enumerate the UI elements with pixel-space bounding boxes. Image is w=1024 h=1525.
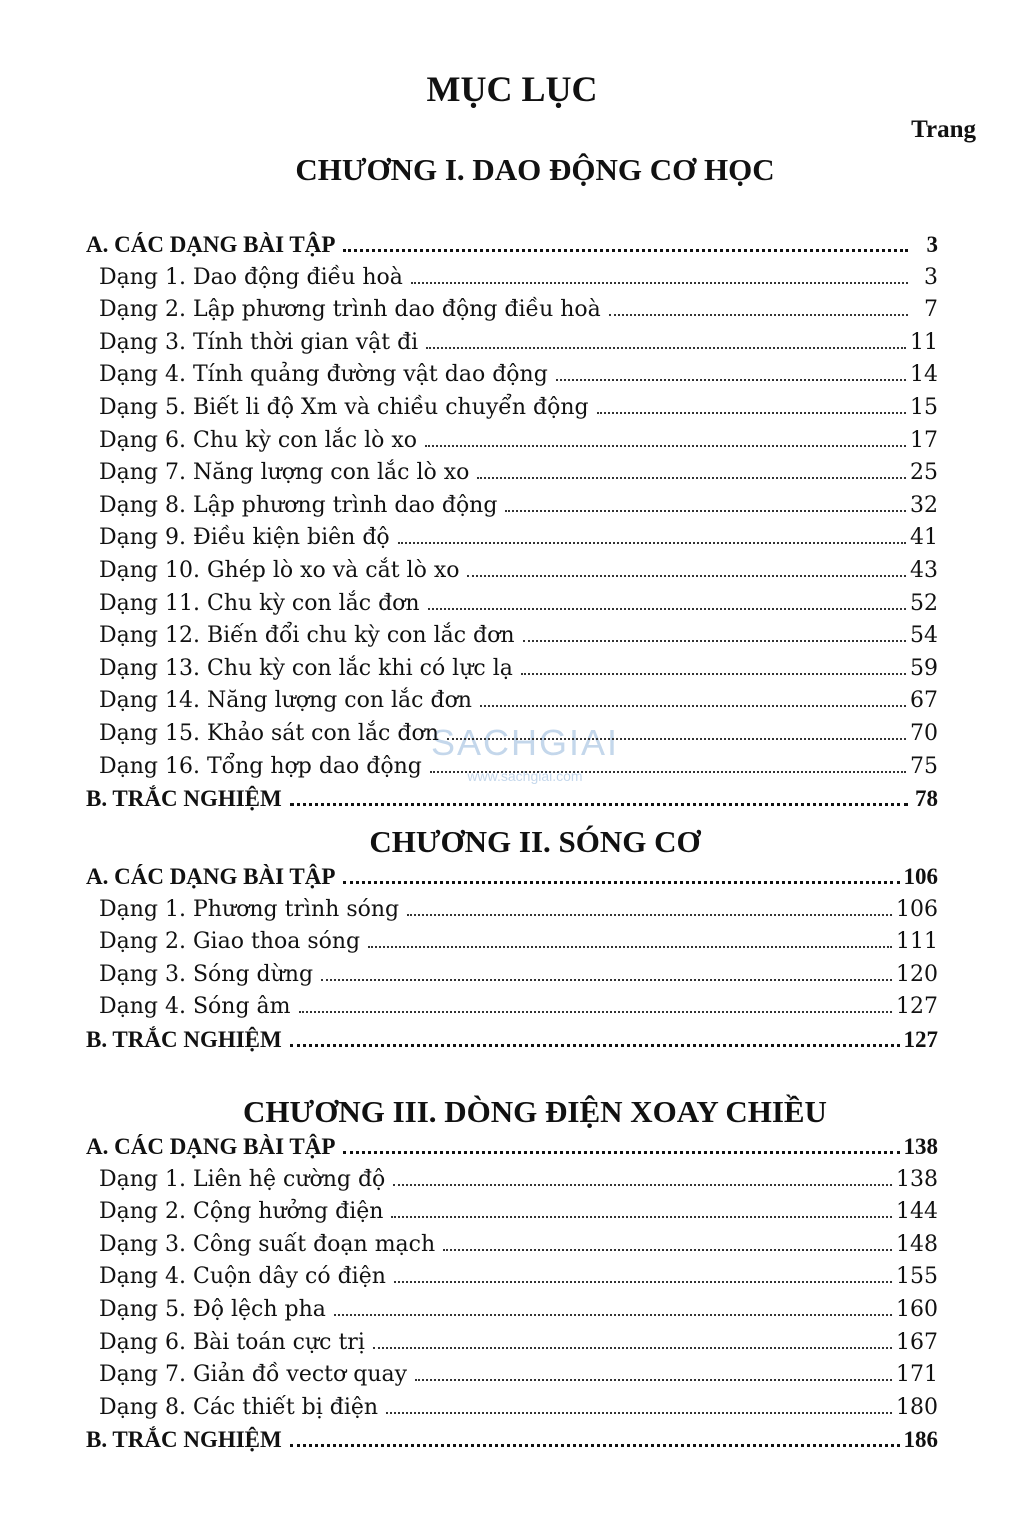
toc-entry-page: 120: [896, 961, 938, 987]
toc-entry: [99, 754, 938, 784]
toc-entry-label: B. TRẮC NGHIỆM: [86, 1027, 282, 1052]
toc-entry-label: Dạng 15. Khảo sát con lắc đơn: [99, 721, 439, 746]
toc-entry-page: 78: [915, 786, 938, 812]
toc-entry: [99, 721, 938, 751]
toc-entry: [99, 1297, 938, 1327]
toc-entry-label: Dạng 12. Biến đổi chu kỳ con lắc đơn: [99, 623, 515, 649]
toc-entry: [99, 929, 938, 959]
toc-entry-page: 186: [903, 1427, 938, 1453]
toc-entry-page: 17: [910, 427, 938, 453]
toc-entry-label: Dạng 4. Sóng âm: [99, 994, 291, 1020]
toc-entry: [99, 1264, 938, 1294]
toc-entry: [99, 591, 938, 621]
watermark-text: SACHGIAI: [430, 722, 620, 763]
toc-entry-page: 41: [910, 525, 938, 551]
toc-entry: [99, 1362, 938, 1392]
toc-entry: [99, 525, 938, 555]
toc-entry-label: Dạng 16. Tổng hợp dao động: [99, 753, 422, 779]
toc-entry-label: Dạng 2. Lập phương trình dao động điều hoà: [99, 297, 601, 323]
dot-leader: [290, 1044, 900, 1047]
toc-entry: [99, 297, 938, 327]
toc-entry-page: 43: [910, 558, 938, 583]
toc-entry: [99, 1232, 938, 1262]
toc-entry: [99, 395, 938, 425]
toc-entry-page: 75: [910, 753, 938, 779]
toc-entry-label: Dạng 9. Điều kiện biên độ: [99, 525, 390, 551]
toc-entry-label: Dạng 3. Tính thời gian vật đi: [99, 329, 419, 355]
toc-entry-page: 3: [926, 232, 938, 257]
dot-leader: [415, 1379, 892, 1381]
dot-leader: [505, 510, 906, 512]
toc-entry-label: Dạng 1. Liên hệ cường độ: [99, 1166, 386, 1192]
toc-entry-label: Dạng 5. Biết li độ Xm và chiều chuyển động: [99, 395, 589, 420]
toc-entry: [99, 428, 938, 458]
toc-entry-label: Dạng 2. Giao thoa sóng: [99, 929, 361, 955]
toc-entry: [99, 1199, 938, 1229]
toc-entry-label: Dạng 1. Dao động điều hoà: [99, 264, 403, 290]
toc-entry-page: 15: [910, 395, 938, 420]
section-heading: [86, 232, 938, 262]
toc-entry-page: 138: [896, 1166, 938, 1192]
toc-entry: [99, 1330, 938, 1360]
dot-leader: [394, 1281, 892, 1283]
dot-leader: [373, 1347, 892, 1349]
dot-leader: [407, 914, 892, 916]
dot-leader: [430, 771, 906, 773]
toc-entry-page: 106: [903, 864, 938, 889]
toc-entry-page: 59: [910, 655, 938, 681]
toc-entry-label: Dạng 4. Cuộn dây có điện: [99, 1264, 386, 1290]
dot-leader: [597, 412, 906, 414]
toc-entry-page: 111: [896, 929, 938, 955]
section-heading: [86, 786, 938, 816]
dot-leader: [428, 608, 906, 610]
dot-leader: [290, 1444, 900, 1447]
section-heading: [86, 864, 938, 894]
dot-leader: [521, 673, 906, 675]
toc-entry-label: Dạng 10. Ghép lò xo và cắt lò xo: [99, 558, 460, 583]
toc-entry-page: 148: [896, 1231, 938, 1257]
dot-leader: [447, 738, 906, 740]
toc-entry-label: Dạng 11. Chu kỳ con lắc đơn: [99, 590, 420, 616]
dot-leader: [343, 881, 899, 884]
toc-entry: [99, 962, 938, 992]
toc-entry-label: Dạng 5. Độ lệch pha: [99, 1297, 326, 1322]
dot-leader: [393, 1184, 892, 1186]
toc-entry-label: Dạng 6. Bài toán cực trị: [99, 1329, 365, 1355]
toc-entry-label: Dạng 2. Cộng hưởng điện: [99, 1199, 384, 1225]
toc-entry-page: 3: [924, 264, 938, 290]
toc-entry: [99, 558, 938, 588]
dot-leader: [368, 946, 892, 948]
dot-leader: [523, 640, 906, 642]
toc-entry-page: 144: [896, 1199, 938, 1225]
dot-leader: [290, 803, 908, 806]
toc-entry-label: Dạng 7. Năng lượng con lắc lò xo: [99, 460, 470, 486]
toc-entry-page: 67: [910, 688, 938, 714]
dot-leader: [411, 282, 908, 284]
toc-entry-label: Dạng 1. Phương trình sóng: [99, 896, 400, 922]
dot-leader: [426, 347, 906, 349]
toc-entry-page: 155: [896, 1264, 938, 1290]
toc-entry-page: 7: [924, 297, 938, 323]
toc-entry-label: Dạng 3. Sóng dừng: [99, 961, 314, 987]
toc-entry-page: 138: [903, 1134, 938, 1159]
toc-entry-page: 171: [896, 1362, 938, 1388]
toc-entry: [99, 460, 938, 490]
toc-entry: [99, 265, 938, 295]
dot-leader: [334, 1314, 892, 1316]
toc-entry-page: 127: [896, 994, 938, 1020]
toc-entry-label: Dạng 14. Năng lượng con lắc đơn: [99, 688, 472, 714]
toc-entry-page: 32: [910, 492, 938, 518]
toc-entry-label: B. TRẮC NGHIỆM: [86, 1427, 282, 1453]
toc-entry-label: Dạng 8. Các thiết bị điện: [99, 1394, 379, 1420]
toc-entry-page: 52: [910, 590, 938, 616]
page-title: MỤC LỤC: [426, 69, 598, 109]
toc-entry-label: Dạng 13. Chu kỳ con lắc khi có lực lạ: [99, 655, 513, 681]
toc-entry: [99, 330, 938, 360]
toc-entry-label: Dạng 4. Tính quảng đường vật dao động: [99, 362, 548, 388]
toc-entry-label: A. CÁC DẠNG BÀI TẬP: [86, 232, 336, 257]
toc-entry-page: 25: [910, 460, 938, 486]
toc-entry-page: 11: [910, 329, 938, 355]
toc-entry-page: 70: [910, 721, 938, 746]
dot-leader: [321, 979, 892, 981]
dot-leader: [343, 1151, 899, 1154]
dot-leader: [443, 1249, 892, 1251]
watermark-url: www.sachgiai.com: [467, 768, 583, 784]
dot-leader: [477, 477, 906, 479]
section-heading: [86, 1427, 938, 1457]
toc-entry-page: 127: [903, 1027, 938, 1052]
dot-leader: [391, 1216, 892, 1218]
chapter-title: CHƯƠNG II. SÓNG CƠ: [369, 824, 701, 859]
dot-leader: [386, 1412, 892, 1414]
chapter-title: CHƯƠNG III. DÒNG ĐIỆN XOAY CHIỀU: [243, 1094, 827, 1129]
page-column-label: Trang: [911, 116, 976, 143]
toc-entry-label: Dạng 3. Công suất đoạn mạch: [99, 1231, 436, 1257]
section-heading: [86, 1134, 938, 1164]
dot-leader: [343, 249, 908, 252]
toc-entry-label: Dạng 6. Chu kỳ con lắc lò xo: [99, 427, 418, 453]
toc-entry: [99, 1395, 938, 1425]
toc-entry-page: 167: [896, 1329, 938, 1355]
toc-entry-label: B. TRẮC NGHIỆM: [86, 786, 282, 812]
chapter-title: CHƯƠNG I. DAO ĐỘNG CƠ HỌC: [295, 152, 775, 187]
dot-leader: [467, 575, 906, 577]
dot-leader: [299, 1011, 892, 1013]
toc-entry-label: Dạng 8. Lập phương trình dao động: [99, 492, 498, 518]
toc-entry: [99, 623, 938, 653]
toc-entry-page: 54: [910, 623, 938, 649]
toc-entry-page: 180: [896, 1394, 938, 1420]
toc-entry: [99, 688, 938, 718]
toc-entry-label: A. CÁC DẠNG BÀI TẬP: [86, 1134, 336, 1159]
dot-leader: [556, 379, 906, 381]
toc-entry-label: A. CÁC DẠNG BÀI TẬP: [86, 864, 336, 889]
toc-entry-page: 106: [896, 896, 938, 922]
toc-entry: [99, 1167, 938, 1197]
dot-leader: [398, 542, 906, 544]
dot-leader: [609, 314, 908, 316]
section-heading: [86, 1027, 938, 1057]
toc-entry-page: 14: [910, 362, 938, 388]
dot-leader: [480, 705, 906, 707]
toc-entry: [99, 493, 938, 523]
toc-entry: [99, 897, 938, 927]
dot-leader: [425, 445, 906, 447]
toc-entry: [99, 362, 938, 392]
toc-entry-page: 160: [896, 1297, 938, 1322]
toc-entry-label: Dạng 7. Giản đồ vectơ quay: [99, 1362, 408, 1388]
toc-entry: [99, 994, 938, 1024]
toc-entry: [99, 656, 938, 686]
